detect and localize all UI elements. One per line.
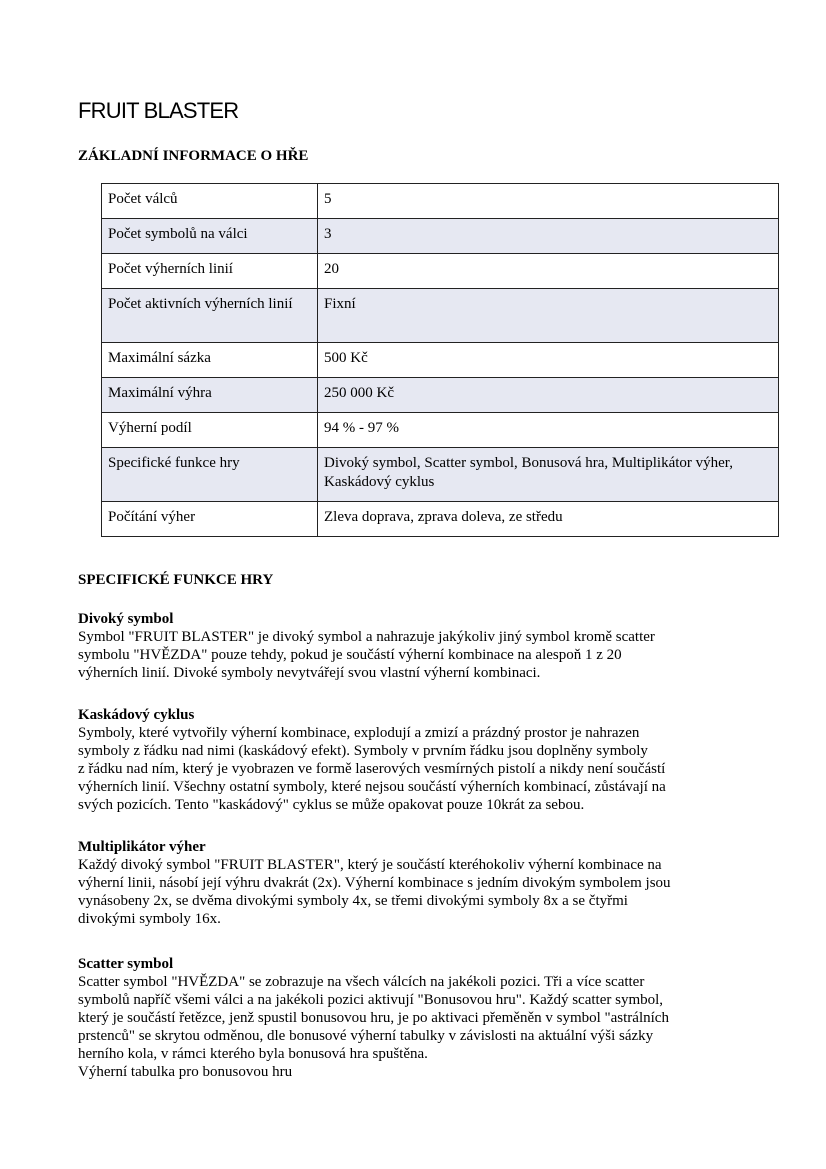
- paragraph-line: divokými symboly 16x.: [78, 911, 221, 927]
- row-label: Počet symbolů na válci: [102, 219, 318, 254]
- paragraph-line: svých pozicích. Tento "kaskádový" cyklus se může opakovat pouze 10krát za sebou.: [78, 797, 585, 813]
- table-row: [102, 184, 779, 219]
- paragraph-line: symbolu "HVĚZDA" pouze tehdy, pokud je součástí výherní kombinace na alespoň 1 z 20: [78, 647, 622, 663]
- table-row: [102, 289, 779, 343]
- row-label: Počet válců: [102, 184, 318, 219]
- feature-title: Multiplikátor výher: [78, 839, 206, 855]
- table-row: [102, 378, 779, 413]
- feature-scatter-symbol: [78, 955, 758, 1081]
- paragraph-line: herního kola, v rámci kterého byla bonusová hra spuštěna.: [78, 1046, 428, 1062]
- paragraph-line: Každý divoký symbol "FRUIT BLASTER", který je součástí kteréhokoliv výherní kombinace na: [78, 857, 662, 873]
- table-row: [102, 502, 779, 537]
- paragraph-line: symboly z řádku nad nimi (kaskádový efekt). Symboly v prvním řádku jsou doplněny symboly: [78, 743, 648, 759]
- row-value: 3: [318, 219, 779, 254]
- paragraph-line: Výherní tabulka pro bonusovou hru: [78, 1064, 293, 1080]
- table-row: [102, 448, 779, 502]
- row-value: 20: [318, 254, 779, 289]
- row-value: 94 % - 97 %: [318, 413, 779, 448]
- feature-win-multiplier: [78, 838, 758, 928]
- row-label: Výherní podíl: [102, 413, 318, 448]
- row-label: Počet výherních linií: [102, 254, 318, 289]
- row-label: Maximální sázka: [102, 343, 318, 378]
- paragraph-line: Symbol "FRUIT BLASTER" je divoký symbol a nahrazuje jakýkoliv jiný symbol kromě scatter: [78, 629, 655, 645]
- table-row: [102, 413, 779, 448]
- row-label: Maximální výhra: [102, 378, 318, 413]
- row-value: Fixní: [318, 289, 779, 343]
- table-row: [102, 219, 779, 254]
- feature-title: Divoký symbol: [78, 611, 174, 627]
- document-title: FRUIT BLASTER: [78, 98, 239, 123]
- paragraph-line: Scatter symbol "HVĚZDA" se zobrazuje na všech válcích na jakékoli pozici. Tři a více scatter: [78, 974, 645, 990]
- basic-info-table: [101, 183, 779, 537]
- paragraph-line: prstenců" se skrytou odměnou, dle bonusové výherní tabulky v závislosti na aktuální výši sázky: [78, 1028, 654, 1044]
- paragraph-line: výherní linii, násobí její výhru dvakrát (2x). Výherní kombinace s jedním divokým symbolem jsou: [78, 875, 671, 891]
- row-value: Divoký symbol, Scatter symbol, Bonusová hra, Multiplikátor výher, Kaskádový cyklus: [318, 448, 779, 502]
- feature-title: Kaskádový cyklus: [78, 707, 195, 723]
- paragraph-line: který je součástí řetězce, jenž spustil bonusovou hru, je po aktivaci přeměněn v symbol "astrálních: [78, 1010, 669, 1026]
- row-label: Počítání výher: [102, 502, 318, 537]
- paragraph-line: Symboly, které vytvořily výherní kombinace, explodují a zmizí a prázdný prostor je nahrazen: [78, 725, 640, 741]
- features-heading: SPECIFICKÉ FUNKCE HRY: [78, 572, 274, 588]
- feature-title: Scatter symbol: [78, 956, 174, 972]
- row-value: 500 Kč: [318, 343, 779, 378]
- paragraph-line: vynásobeny 2x, se dvěma divokými symboly 4x, se třemi divokými symboly 8x a se čtyřmi: [78, 893, 628, 909]
- basic-info-heading: ZÁKLADNÍ INFORMACE O HŘE: [78, 148, 309, 164]
- row-value: Zleva doprava, zprava doleva, ze středu: [318, 502, 779, 537]
- feature-wild-symbol: [78, 610, 758, 682]
- paragraph-line: výherních linií. Divoké symboly nevytvářejí svou vlastní výherní kombinaci.: [78, 665, 541, 681]
- row-value: 250 000 Kč: [318, 378, 779, 413]
- paragraph-line: výherních linií. Všechny ostatní symboly, které nejsou součástí výherních kombinací, zůstávají na: [78, 779, 666, 795]
- paragraph-line: symbolů napříč všemi válci a na jakékoli pozici aktivují "Bonusovou hru". Každý scatter symbol,: [78, 992, 664, 1008]
- paragraph-line: z řádku nad ním, který je vyobrazen ve formě laserových vesmírných pistolí a nikdy není součástí: [78, 761, 666, 777]
- table-row: [102, 343, 779, 378]
- feature-cascade-cycle: [78, 706, 758, 814]
- table-row: [102, 254, 779, 289]
- row-label: Počet aktivních výherních linií: [102, 289, 318, 343]
- row-value: 5: [318, 184, 779, 219]
- row-label: Specifické funkce hry: [102, 448, 318, 502]
